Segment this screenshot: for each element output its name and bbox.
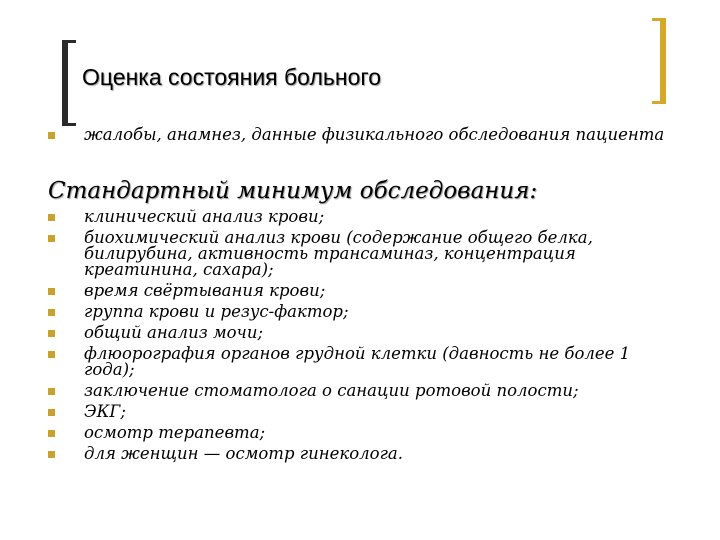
square-bullet-icon xyxy=(48,214,55,221)
square-bullet-icon xyxy=(48,409,55,416)
slide-title: Оценка состояния больного xyxy=(82,64,382,90)
list-item xyxy=(48,383,674,399)
list-item-text: время свёртывания крови; xyxy=(84,281,326,300)
right-bracket-decoration xyxy=(652,18,666,104)
left-bracket-decoration xyxy=(62,40,76,126)
list-item xyxy=(48,283,674,299)
square-bullet-icon xyxy=(48,351,55,358)
list-item-text: заключение стоматолога о санации ротовой полости; xyxy=(84,381,579,400)
square-bullet-icon xyxy=(48,235,55,242)
square-bullet-icon xyxy=(48,132,55,139)
list-item xyxy=(48,230,674,278)
list-item xyxy=(48,425,674,441)
list-item-text: общий анализ мочи; xyxy=(84,323,264,342)
list-item-text: клинический анализ крови; xyxy=(84,207,325,226)
section-subheading: Стандартный минимум обследования: xyxy=(48,178,538,204)
list-item xyxy=(48,404,674,420)
square-bullet-icon xyxy=(48,430,55,437)
list-item-text: ЭКГ; xyxy=(84,402,126,421)
list-item-text: группа крови и резус-фактор; xyxy=(84,302,349,321)
square-bullet-icon xyxy=(48,288,55,295)
square-bullet-icon xyxy=(48,451,55,458)
list-item-text: осмотр терапевта; xyxy=(84,423,266,442)
list-item xyxy=(48,346,674,378)
intro-list xyxy=(48,127,674,143)
list-item xyxy=(48,446,674,462)
list-item-text: для женщин — осмотр гинеколога. xyxy=(84,444,404,463)
list-item-text: биохимический анализ крови (содержание общего белка, билирубина, активность трансаминаз, концентрация креатинина, сахара); xyxy=(84,228,593,279)
square-bullet-icon xyxy=(48,388,55,395)
list-item-text: флюорография органов грудной клетки (давность не более 1 года); xyxy=(84,344,631,379)
list-item-text: жалобы, анамнез, данные физикального обследования пациента xyxy=(84,125,665,144)
square-bullet-icon xyxy=(48,330,55,337)
square-bullet-icon xyxy=(48,309,55,316)
exam-list xyxy=(48,209,674,467)
list-item xyxy=(48,209,674,225)
list-item xyxy=(48,127,674,143)
list-item xyxy=(48,304,674,320)
list-item xyxy=(48,325,674,341)
